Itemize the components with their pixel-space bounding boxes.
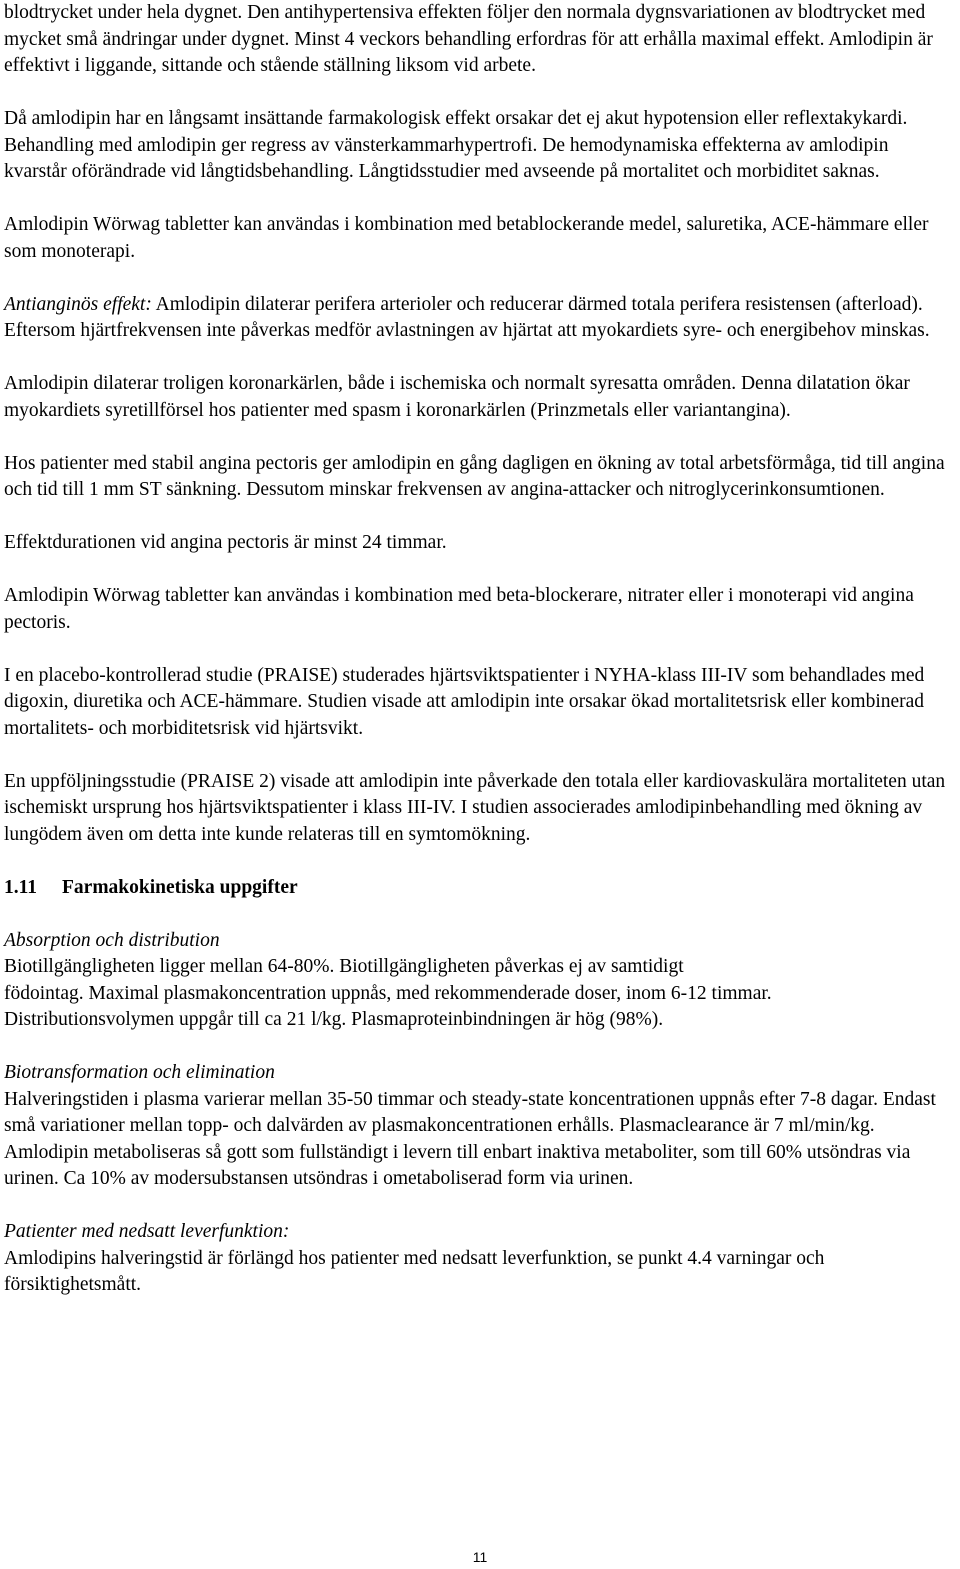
paragraph-combination-hypertension: Amlodipin Wörwag tabletter kan användas i kombination med betablockerande medel, saluretika, ACE-hämmare eller som monoterapi. [4,214,929,262]
paragraph-coronary-dilation: Amlodipin dilaterar troligen koronarkärlen, både i ischemiska och normalt syresatta områden. Denna dilatation ökar myokardiets syretillförsel hos patienter med spasm i koronarkärlen (Prinzmetals eller variantangina). [4,373,910,421]
hepatic-block [4,1219,956,1299]
biotransformation-heading: Biotransformation och elimination [4,1062,275,1083]
section-title: Farmakokinetiska uppgifter [62,876,298,898]
paragraph-antihypertensive: blodtrycket under hela dygnet. Den antihypertensiva effekten följer den normala dygnsvariationen av blodtrycket med mycket små ändringar under dygnet. Minst 4 veckors behandling erfordras för att erhålla maximal effekt. Amlodipin är effektivt i liggande, sittande och stående ställning liksom vid arbete. [4,2,933,76]
paragraph-effect-duration: Effektdurationen vid angina pectoris är minst 24 timmar. [4,532,447,553]
paragraph-praise-2: En uppföljningsstudie (PRAISE 2) visade att amlodipin inte påverkade den totala eller kardiovaskulära mortaliteten utan ischemiskt ursprung hos hjärtsviktspatienter i klass III-IV. I studien associerades amlodipinbehandling med ökning av lungödem även om detta inte kunde relateras till en symtomökning. [4,770,946,845]
hepatic-text: Amlodipins halveringstid är förlängd hos patienter med nedsatt leverfunktion, se punkt 4.4 varningar och försiktighetsmått. [4,1247,825,1295]
page-number: 11 [472,1549,488,1565]
biotransformation-block [4,1060,956,1193]
paragraph-praise: I en placebo-kontrollerad studie (PRAISE) studerades hjärtsviktspatienter i NYHA-klass III-IV som behandlades med digoxin, diuretika och ACE-hämmare. Studien visade att amlodipin inte orsakar ökad mortalitetsrisk eller kombinerad mortalitets- och morbiditetsrisk vid hjärtsvikt. [4,664,925,739]
biotransformation-text: Halveringstiden i plasma varierar mellan 35-50 timmar och steady-state koncentrationen uppnås efter 7-8 dagar. Endast små variationer mellan topp- och dalvärden av plasmakoncentrationen erhålls. Plasmaclearance är 7 ml/min/kg. Amlodipin metaboliseras så gott som fullständigt i levern till enbart inaktiva metaboliter, som till 60% utsöndras via urinen. Ca 10% av modersubstansen utsöndras i ometaboliserad form via urinen. [4,1088,936,1189]
section-number: 1.11 [4,876,38,898]
document-page [4,0,956,1299]
paragraph-stable-angina: Hos patienter med stabil angina pectoris ger amlodipin en gång dagligen en ökning av total arbetsförmåga, tid till angina och tid till 1 mm ST sänkning. Dessutom minskar frekvensen av angina-attacker och nitroglycerinkonsumtionen. [4,452,945,500]
absorption-line-1: Biotillgängligheten ligger mellan 64-80%. Biotillgängligheten påverkas ej av samtidigt [4,956,684,977]
paragraph-slow-onset: Då amlodipin har en långsamt insättande farmakologisk effekt orsakar det ej akut hypotension eller reflextakykardi. Behandling med amlodipin ger regress av vänsterkammarhypertrofi. De hemodynamiska effekterna av amlodipin kvarstår oförändrade vid långtidsbehandling. Långtidsstudier med avseende på mortalitet och morbiditet saknas. [4,108,908,182]
absorption-line-3: Distributionsvolymen uppgår till ca 21 l/kg. Plasmaproteinbindningen är hög (98%). [4,1009,664,1030]
paragraph-combination-angina: Amlodipin Wörwag tabletter kan användas i kombination med beta-blockerare, nitrater eller i monoterapi vid angina pectoris. [4,585,914,633]
absorption-line-2: födointag. Maximal plasmakoncentration uppnås, med rekommenderade doser, inom 6-12 timmar. [4,982,772,1004]
absorption-block [4,928,956,1034]
absorption-heading: Absorption och distribution [4,929,220,951]
paragraph-antianginal [4,292,956,345]
antianginal-text: Amlodipin dilaterar perifera arterioler och reducerar därmed totala perifera resistensen (afterload). Eftersom hjärtfrekvensen inte påverkas medför avlastningen av hjärtat att myokardiets syre- och energibehov minskas. [4,293,930,341]
hepatic-heading: Patienter med nedsatt leverfunktion: [4,1221,290,1242]
section-heading [4,875,956,902]
antianginal-label: Antianginös effekt: [4,293,152,315]
